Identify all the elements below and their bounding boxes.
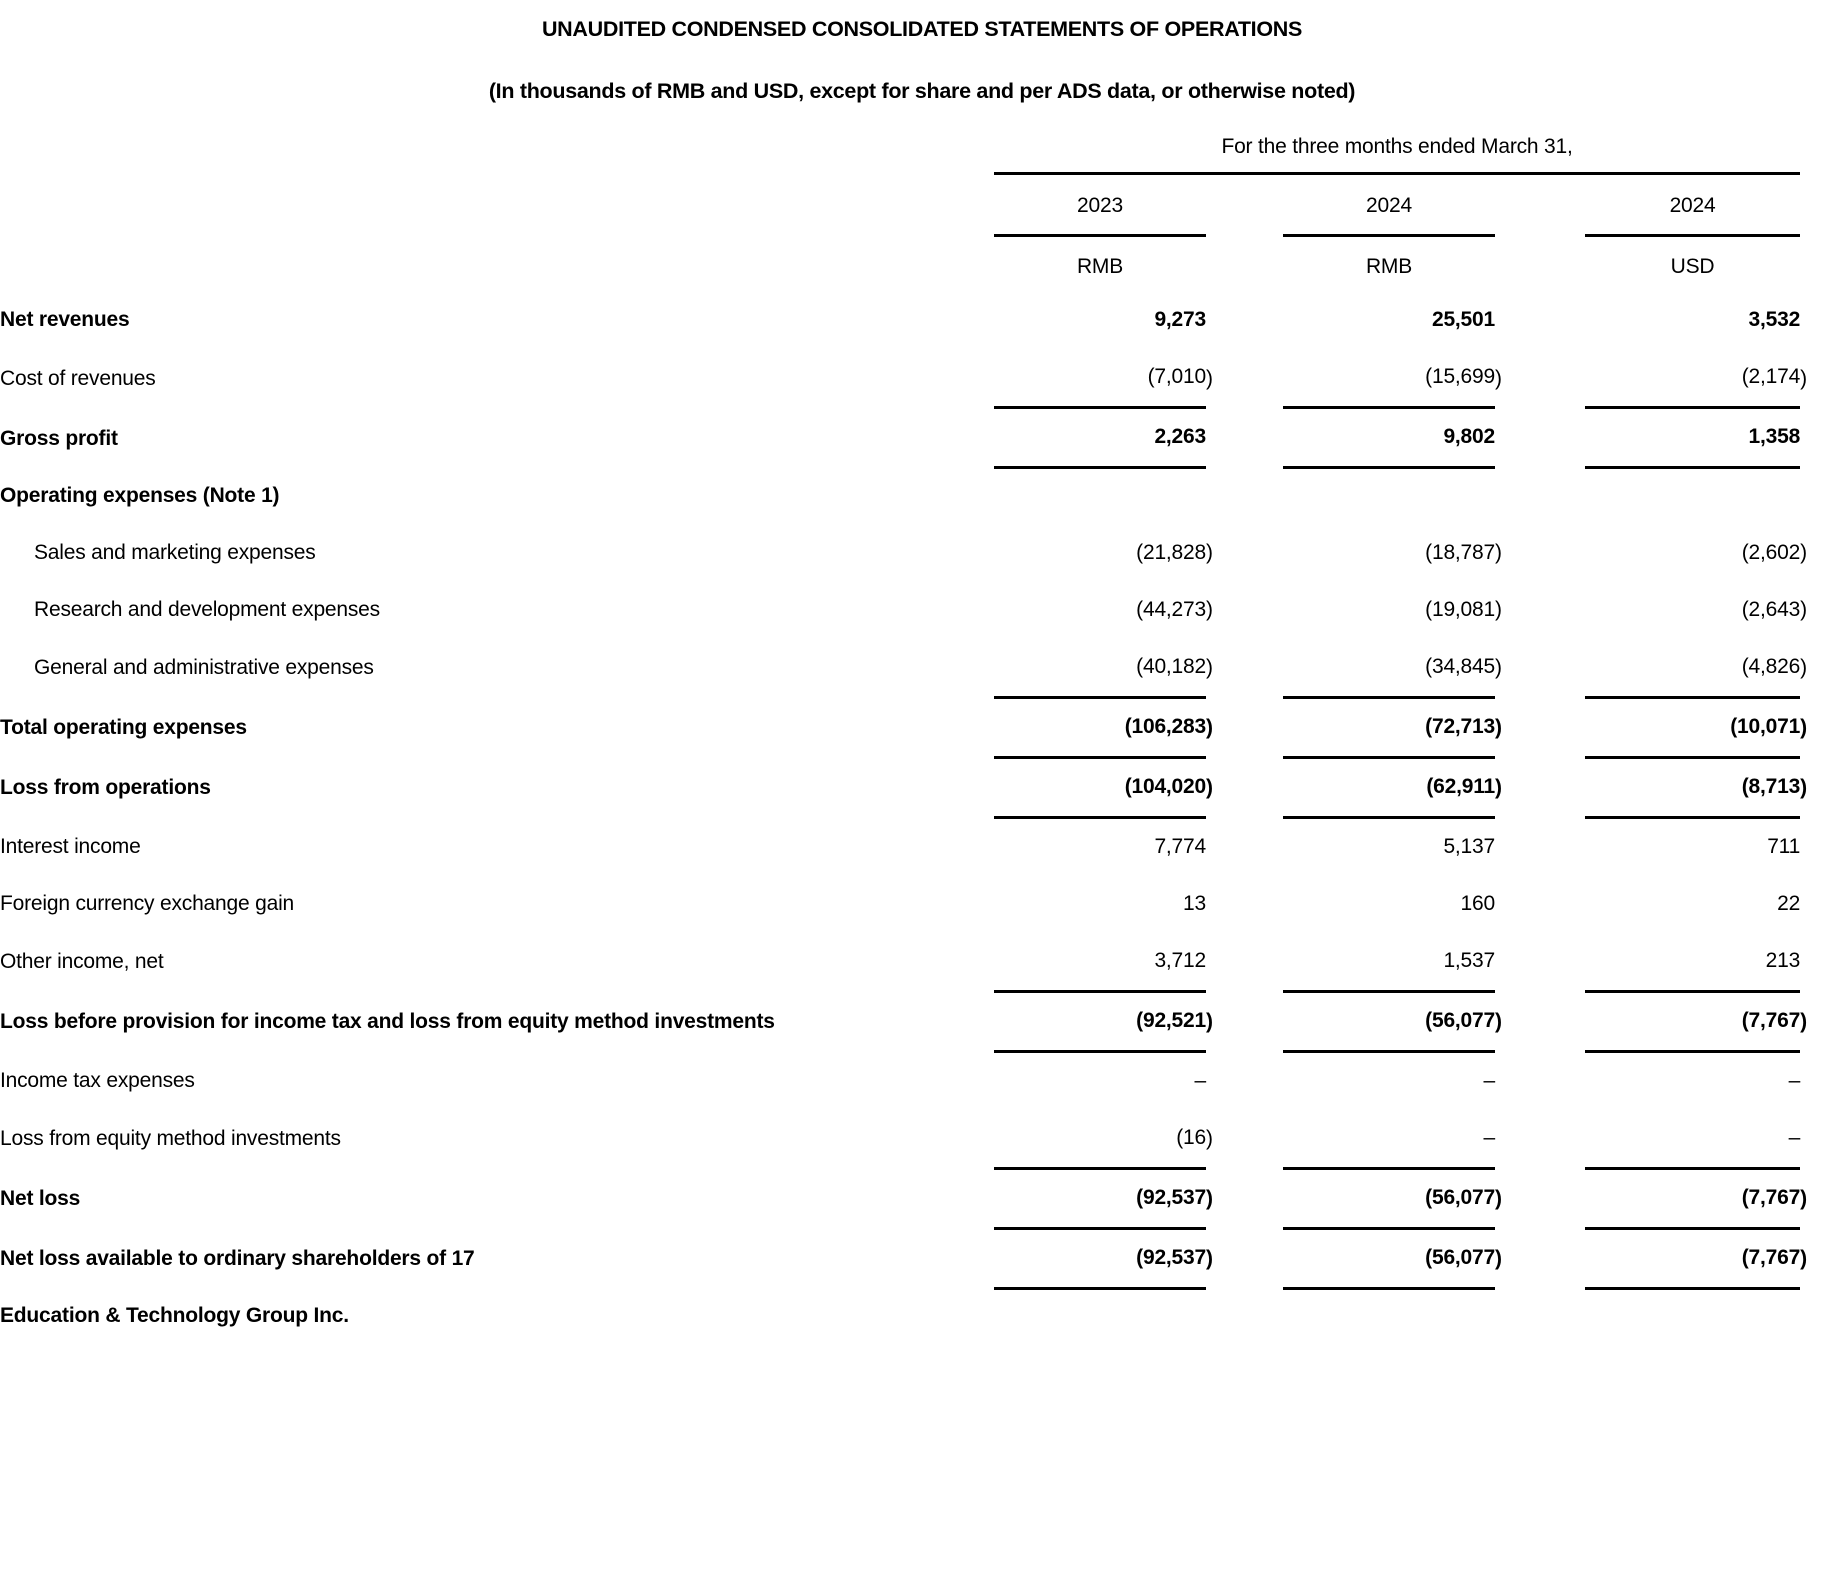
closing-paren: )	[1495, 1247, 1502, 1270]
closing-paren	[1495, 933, 1535, 992]
row-net-loss-ordinary-shareholders	[0, 1228, 1844, 1288]
cell-value: (72,713	[1283, 697, 1495, 757]
closing-paren	[1495, 1110, 1535, 1169]
closing-paren: )	[1495, 656, 1502, 679]
row-foreign-currency-gain	[0, 876, 1844, 933]
row-research-development	[0, 582, 1844, 639]
closing-paren: )	[1800, 366, 1807, 390]
closing-paren: )	[1495, 776, 1502, 799]
row-net-revenues	[0, 292, 1844, 349]
cell-value: (104,020	[994, 757, 1206, 817]
closing-paren	[1800, 292, 1844, 349]
cell-value: 3,712	[994, 933, 1206, 992]
closing-paren	[1206, 933, 1246, 992]
cell-value: (92,537	[994, 1168, 1206, 1228]
cell-value: (92,537	[994, 1228, 1206, 1288]
cell-value: (40,182	[994, 639, 1206, 698]
cell-value: (10,071	[1585, 697, 1800, 757]
row-general-administrative	[0, 639, 1844, 698]
closing-paren	[1800, 876, 1844, 933]
closing-paren	[1800, 408, 1844, 468]
cell-value: (7,767	[1585, 1168, 1800, 1228]
year-column-header: 2024	[1283, 174, 1495, 236]
closing-paren: )	[1206, 597, 1213, 621]
period-header-row	[0, 130, 1844, 174]
closing-paren	[1206, 817, 1246, 876]
row-label: Gross profit	[0, 426, 118, 450]
row-loss-from-operations	[0, 757, 1844, 817]
currency-column-header: RMB	[1076, 255, 1124, 278]
cell-value: 22	[1777, 891, 1801, 915]
cell-value: –	[1283, 1110, 1495, 1169]
closing-paren	[1495, 817, 1535, 876]
closing-paren: )	[1495, 597, 1502, 621]
closing-paren: )	[1495, 716, 1502, 739]
cell-value: (16	[994, 1110, 1206, 1169]
cell-value: 3,532	[1748, 308, 1801, 331]
currency-column-header: RMB	[1365, 255, 1413, 278]
closing-paren: )	[1206, 1127, 1213, 1150]
statement-title: UNAUDITED CONDENSED CONSOLIDATED STATEMENTS OF OPERATIONS	[541, 17, 1303, 41]
closing-paren: )	[1800, 656, 1807, 679]
currency-column-header: USD	[1670, 255, 1715, 278]
cell-value: (19,081	[1425, 597, 1495, 621]
operations-statement-table	[0, 130, 1844, 1345]
row-label: Education & Technology Group Inc.	[0, 1304, 349, 1327]
cell-value: 9,802	[1283, 408, 1495, 468]
cell-value: (15,699	[1283, 349, 1495, 408]
document-page	[0, 16, 1844, 1594]
closing-paren	[1495, 876, 1535, 933]
cell-value: (92,521	[994, 991, 1206, 1051]
cell-value: (21,828	[1136, 540, 1206, 564]
row-label: Total operating expenses	[0, 716, 247, 739]
cell-value: (7,767	[1585, 1228, 1800, 1288]
closing-paren: )	[1800, 716, 1807, 739]
year-header-row	[0, 174, 1844, 236]
cell-value: 13	[1183, 891, 1206, 915]
closing-paren: )	[1800, 597, 1807, 621]
row-label: Net loss available to ordinary shareholders of 17	[0, 1247, 475, 1270]
cell-value: 7,774	[1154, 834, 1206, 858]
closing-paren: )	[1495, 1187, 1502, 1210]
row-label: Loss from operations	[0, 776, 211, 799]
closing-paren	[1206, 408, 1246, 468]
row-income-tax-expenses	[0, 1051, 1844, 1110]
row-label: Loss before provision for income tax and loss from equity method investments	[0, 1010, 775, 1033]
cell-value: (7,010	[994, 349, 1206, 408]
row-loss-before-tax	[0, 991, 1844, 1051]
closing-paren	[1800, 1051, 1844, 1110]
currency-header-row	[0, 236, 1844, 293]
row-sales-marketing	[0, 525, 1844, 582]
row-label: Interest income	[0, 834, 141, 858]
row-label: Loss from equity method investments	[0, 1127, 341, 1150]
cell-value: 2,263	[994, 408, 1206, 468]
cell-value: 9,273	[1154, 308, 1206, 331]
cell-value: (56,077	[1283, 991, 1495, 1051]
cell-value: 1,537	[1283, 933, 1495, 992]
closing-paren	[1800, 817, 1844, 876]
closing-paren: )	[1800, 540, 1807, 564]
cell-value: –	[1585, 1110, 1800, 1169]
closing-paren	[1495, 1051, 1535, 1110]
closing-paren	[1800, 933, 1844, 992]
cell-value: (56,077	[1283, 1168, 1495, 1228]
closing-paren: )	[1495, 366, 1502, 390]
row-label: Net revenues	[0, 308, 130, 331]
closing-paren: )	[1800, 776, 1807, 799]
cell-value: –	[1483, 1068, 1495, 1092]
row-label: Operating expenses (Note 1)	[0, 483, 280, 507]
closing-paren	[1206, 876, 1246, 933]
closing-paren	[1495, 292, 1535, 349]
closing-paren	[1495, 408, 1535, 468]
cell-value: (7,767	[1585, 991, 1800, 1051]
closing-paren: )	[1206, 1187, 1213, 1210]
row-loss-equity-method	[0, 1110, 1844, 1169]
statement-subtitle: (In thousands of RMB and USD, except for share and per ADS data, or otherwise noted)	[488, 79, 1356, 103]
cell-value: –	[1194, 1068, 1206, 1092]
closing-paren	[1800, 1110, 1844, 1169]
period-header: For the three months ended March 31,	[994, 130, 1800, 174]
year-column-header: 2023	[994, 174, 1206, 236]
closing-paren: )	[1495, 1010, 1502, 1033]
closing-paren: )	[1800, 1247, 1807, 1270]
row-company-name-continuation	[0, 1288, 1844, 1345]
cell-value: (106,283	[994, 697, 1206, 757]
row-label: General and administrative expenses	[34, 656, 374, 679]
closing-paren	[1206, 1051, 1246, 1110]
cell-value: 160	[1460, 891, 1495, 915]
closing-paren: )	[1206, 540, 1213, 564]
cell-value: (4,826	[1585, 639, 1800, 698]
closing-paren: )	[1206, 1010, 1213, 1033]
closing-paren: )	[1206, 366, 1213, 390]
cell-value: (18,787	[1425, 540, 1495, 564]
cell-value: 25,501	[1431, 308, 1495, 331]
cell-value: (2,602	[1741, 540, 1801, 564]
cell-value: (8,713	[1585, 757, 1800, 817]
cell-value: 5,137	[1443, 834, 1495, 858]
cell-value: 1,358	[1585, 408, 1800, 468]
row-label: Foreign currency exchange gain	[0, 891, 295, 915]
cell-value: (44,273	[1136, 597, 1206, 621]
closing-paren: )	[1206, 776, 1213, 799]
cell-value: 711	[1767, 834, 1801, 858]
cell-value: (2,643	[1741, 597, 1801, 621]
row-other-income-net	[0, 933, 1844, 992]
row-label: Other income, net	[0, 950, 164, 973]
cell-value: –	[1788, 1068, 1801, 1092]
row-gross-profit	[0, 408, 1844, 468]
year-column-header: 2024	[1585, 174, 1800, 236]
closing-paren: )	[1206, 1247, 1213, 1270]
row-label: Net loss	[0, 1187, 81, 1210]
row-label: Research and development expenses	[34, 597, 380, 621]
row-label: Cost of revenues	[0, 366, 156, 390]
cell-value: (34,845	[1283, 639, 1495, 698]
row-label: Income tax expenses	[0, 1068, 195, 1092]
closing-paren: )	[1206, 716, 1213, 739]
cell-value: (62,911	[1283, 757, 1495, 817]
row-total-operating-expenses	[0, 697, 1844, 757]
row-interest-income	[0, 817, 1844, 876]
closing-paren	[1206, 292, 1246, 349]
closing-paren: )	[1800, 1010, 1807, 1033]
row-operating-expenses-header	[0, 468, 1844, 525]
cell-value: (2,174	[1585, 349, 1800, 408]
cell-value: (56,077	[1283, 1228, 1495, 1288]
row-net-loss	[0, 1168, 1844, 1228]
closing-paren: )	[1800, 1187, 1807, 1210]
cell-value: 213	[1585, 933, 1800, 992]
row-cost-of-revenues	[0, 349, 1844, 408]
row-label: Sales and marketing expenses	[34, 540, 316, 564]
closing-paren: )	[1495, 540, 1502, 564]
closing-paren: )	[1206, 656, 1213, 679]
